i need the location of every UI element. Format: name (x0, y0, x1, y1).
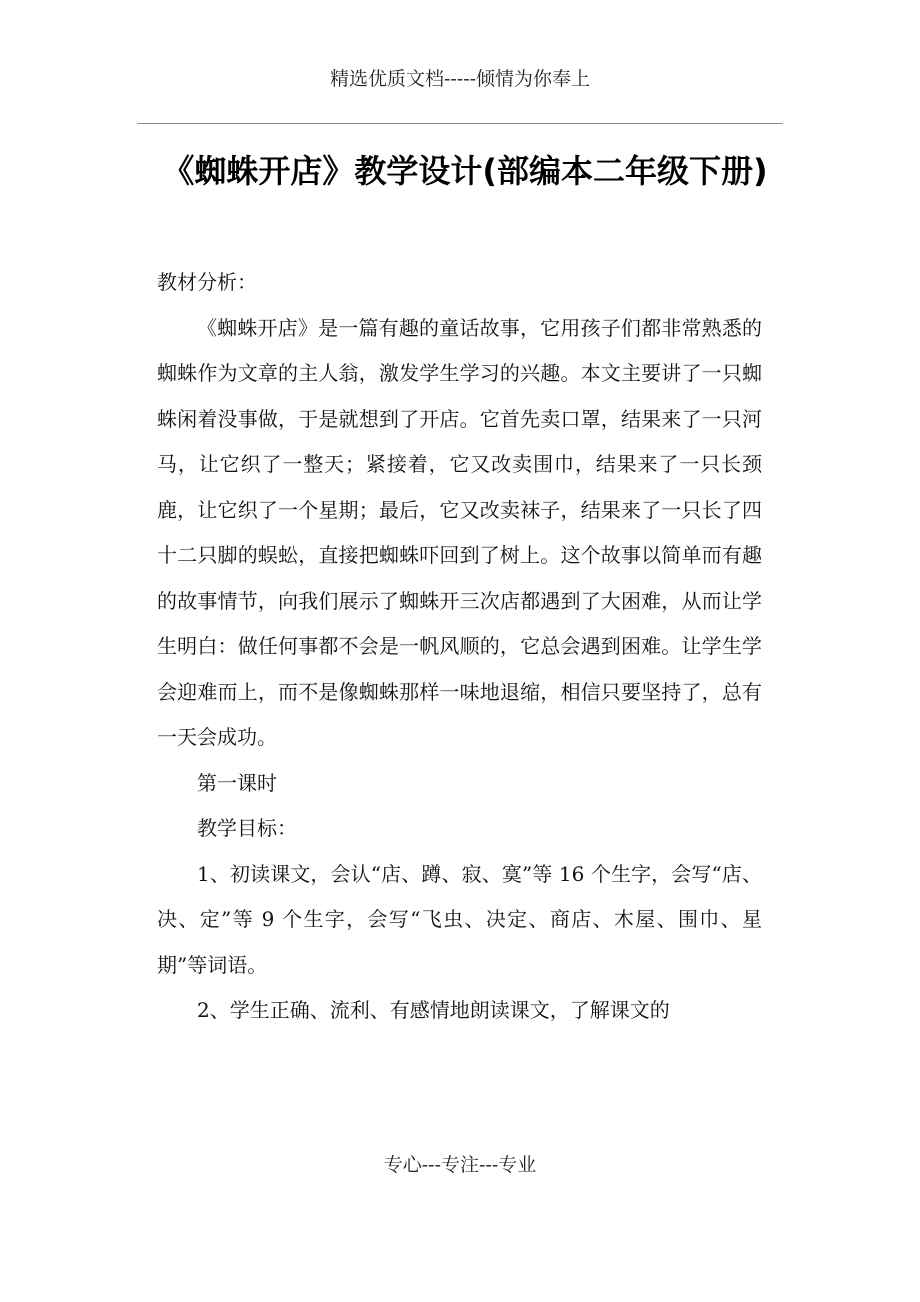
page-footer: 专心---专注---专业 (383, 1154, 537, 1176)
objective-item-2: 2、学生正确、流利、有感情地朗读课文，了解课文的 (197, 998, 670, 1022)
objective-item-1: 1、初读课文，会认“店、蹲、寂、寞”等 16 个生字，会写“店、决、定”等 9 个生字，会写“飞虫、决定、商店、木屋、围巾、星期”等词语。 (157, 861, 762, 977)
section-label: 教材分析： (157, 270, 257, 294)
header-divider (137, 123, 783, 124)
analysis-paragraph: 《蜘蛛开店》是一篇有趣的童话故事，它用孩子们都非常熟悉的蜘蛛作为文章的主人翁，激发学生学习的兴趣。本文主要讲了一只蜘蛛闲着没事做，于是就想到了开店。它首先卖口罩，结果来了一只河马，让它织了一整天；紧接着，它又改卖围巾，结果来了一只长颈鹿，让它织了一个星期；最后，它又改卖袜子，结果来了一只长了四十二只脚的蜈蚣，直接把蜘蛛吓回到了树上。这个故事以简单而有趣的故事情节，向我们展示了蜘蛛开三次店都遇到了大困难，从而让学生明白：做任何事都不会是一帆风顺的，它总会遇到困难。让学生学会迎难而上，而不是像蜘蛛那样一味地退缩，相信只要坚持了，总有一天会成功。 (157, 315, 762, 749)
document-body (157, 260, 762, 1034)
lesson-label: 第一课时 (197, 770, 277, 795)
page-header: 精选优质文档-----倾情为你奉上 (329, 68, 591, 90)
objectives-label: 教学目标： (197, 816, 297, 840)
document-title: 《蜘蛛开店》教学设计(部编本二年级下册) (162, 152, 768, 190)
